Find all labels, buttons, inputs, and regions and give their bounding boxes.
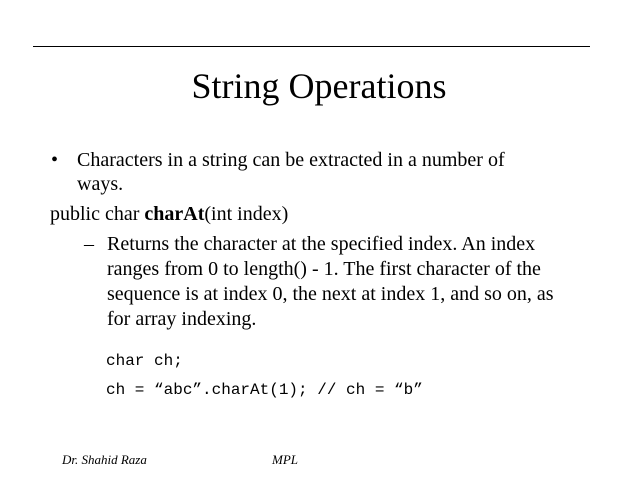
signature-suffix: (int index) [204,203,289,225]
top-divider [33,46,590,47]
bullet-text-line-1: Characters in a string can be extracted in a number of [77,149,505,171]
description-line-4: for array indexing. [107,308,257,330]
description-line-3: sequence is at index 0, the next at index 1, and so on, as [107,283,554,305]
signature-method-name: charAt [144,203,205,225]
code-line-1: char ch; [106,352,183,370]
bullet-text-line-2: ways. [77,173,124,195]
bullet-marker: • [51,149,59,171]
dash-marker: – [84,233,94,255]
code-line-2: ch = “abc”.charAt(1); // ch = “b” [106,381,423,399]
footer-author: Dr. Shahid Raza [62,452,147,467]
signature-prefix: public char [50,203,145,225]
footer-course: MPL [272,452,298,467]
method-signature [50,202,288,226]
description-line-2: ranges from 0 to length() - 1. The first character of the [107,258,541,280]
slide-title: String Operations [191,66,447,106]
description-line-1: Returns the character at the specified index. An index [107,233,536,255]
